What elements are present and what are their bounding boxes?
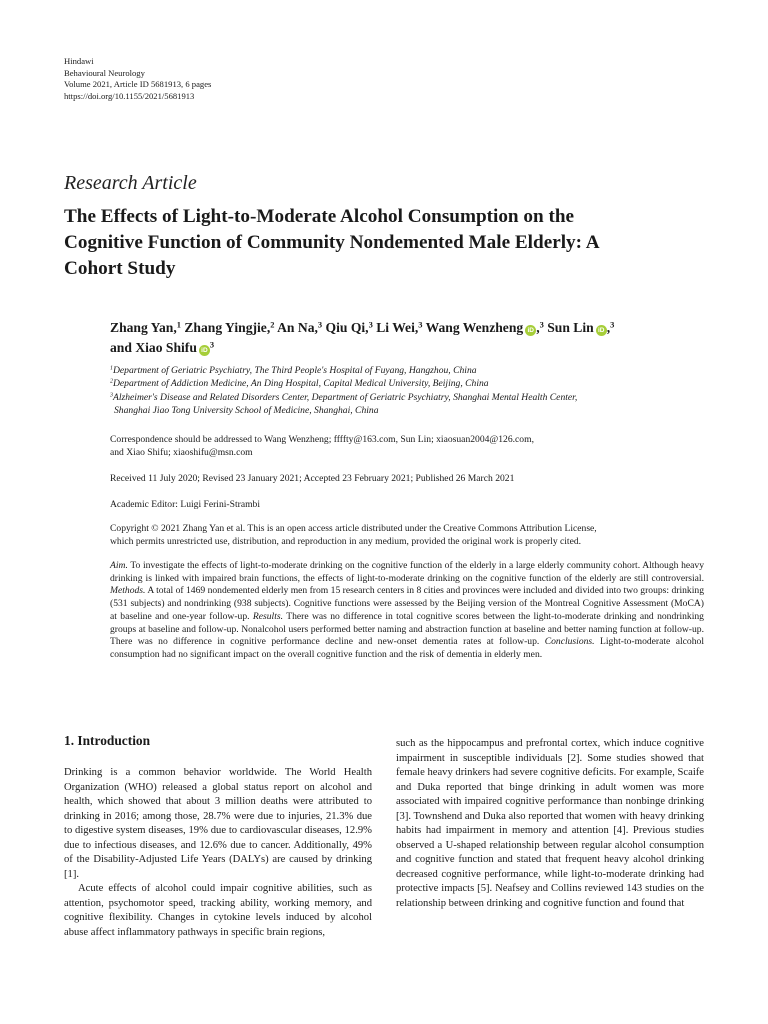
abstract-conclusions-label: Conclusions.: [544, 636, 595, 648]
paper-title: [64, 204, 704, 282]
body-paragraph: Drinking is a common behavior worldwide. The World Health Organization (WHO) released a global status report on alcohol and health, which showed that about 3 million deaths were attributed to drinking in 2016; among those, 28.7% were due to injuries, 21.3% due to digestive system diseases, 19% due to cardiovascular diseases, 12.9% due to infectious diseases, and 12.6% due to cancer. Additionally, 49% of the Disability-Adjusted Life Years (DALYs) are caused by drinking [1].: [64, 767, 372, 880]
author-name: Zhang Yan,: [110, 320, 177, 335]
affiliation-item: $^2$Department of Addiction Medicine, An Ding Hospital, Capital Medical University, Beijing, China: [110, 378, 489, 390]
abstract-results-text: There was no difference in total cognitive scores between the light-to-moderate drinking and nondrinking groups at baseline and follow-up. Nonalcohol users performed better naming and abstraction function at baseline and better naming function at follow-up. There was no difference in cognitive performance decline and new-onset dementia rates at follow-up.: [110, 610, 704, 648]
author-name: Li Wei,: [372, 320, 419, 335]
affiliation-item: $^1$Department of Geriatric Psychiatry, The Third People's Hospital of Fuyang, Hangzhou, China: [110, 365, 477, 376]
correspondence: Correspondence should be addressed to Wang Wenzheng; ffffty@163.com, Sun Lin; xiaosuan2004@126.com, and Xiao Shifu; xiaoshifu@msn.com: [110, 434, 534, 459]
volume-info: Volume 2021, Article ID 5681913, 6 pages: [64, 79, 212, 90]
article-type: Research Article: [64, 172, 197, 194]
abstract-aim-label: Aim.: [110, 560, 128, 571]
journal-name: Behavioural Neurology: [64, 67, 145, 78]
author-affiliation-number: 3: [418, 319, 423, 330]
author-separator: ,: [606, 320, 611, 335]
author-name: Zhang Yingjie,: [180, 320, 271, 335]
publisher-name: Hindawi: [64, 56, 94, 66]
author-affiliation-number: 3: [539, 319, 544, 330]
abstract: [110, 560, 704, 662]
title-line: Cohort Study: [64, 258, 176, 279]
author-name: Qiu Qi,: [322, 320, 369, 335]
body-paragraph: such as the hippocampus and prefrontal cortex, which induce cognitive impairment in susceptible individuals [2]. Some studies showed that female heavy drinkers had severe cognitive deficits. For example, Scaife and Duka reported that binge drinking in adult women was more associated with impaired cognitive performance than nonbinge drinking [3]. Townshend and Duka also reported that women with heavy drinking habits had impairment in memory and attention [4]. Previous studies observed a U-shaped relationship between regular alcohol consumption and cognitive function and stated that frequent heavy alcohol drinking decreased cognitive performance, while light-to-moderate drinking had protective impacts [5]. Neafsey and Collins reviewed 143 studies on the relationship between drinking and cognitive function and found that: [396, 738, 704, 909]
orcid-icon[interactable]: iD: [525, 325, 536, 336]
affiliation-list: [110, 364, 710, 418]
section-heading-introduction: 1. Introduction: [64, 733, 151, 748]
body-column-right: [396, 737, 704, 911]
abstract-methods-label: Methods.: [110, 585, 146, 597]
author-line: [110, 338, 710, 358]
body-column-left: [64, 766, 372, 940]
author-affiliation-number: 3: [209, 339, 215, 350]
affiliation-item: Shanghai Jiao Tong University School of Medicine, Shanghai, China: [114, 405, 379, 417]
title-line: The Effects of Light-to-Moderate Alcohol Consumption on the: [64, 206, 575, 227]
orcid-icon[interactable]: iD: [199, 345, 210, 356]
author-name: Wang Wenzheng: [422, 320, 524, 335]
author-line: [110, 318, 710, 338]
abstract-aim-text: To investigate the effects of light-to-moderate drinking on the cognitive function of the elderly in a large elderly community cohort. Although heavy drinking is linked with impaired brain functions, the effects of light-to-moderate drinking on the cognitive function of the elderly are still controversial.: [110, 560, 704, 584]
author-affiliation-number: 1: [176, 319, 181, 330]
orcid-icon[interactable]: iD: [596, 325, 607, 336]
author-name: An Na,: [274, 320, 318, 335]
author-name: Sun Lin: [543, 320, 594, 335]
author-list: [110, 318, 710, 358]
abstract-results-label: Results.: [252, 610, 284, 622]
publication-dates: Received 11 July 2020; Revised 23 January 2021; Accepted 23 February 2021; Published 26 March 2021: [110, 473, 515, 484]
copyright-notice: Copyright © 2021 Zhang Yan et al. This is an open access article distributed under the Creative Commons Attribution License, which permits unrestricted use, distribution, and reproduction in any medium, provided the original work is properly cited.: [110, 523, 597, 548]
author-affiliation-number: 3: [317, 319, 323, 330]
author-name: and Xiao Shifu: [110, 340, 197, 355]
affiliation-item: $^3$Alzheimer's Disease and Related Disorders Center, Department of Geriatric Psychiatry, Shanghai Mental Health Center,: [110, 391, 578, 403]
author-affiliation-number: 3: [368, 319, 373, 330]
abstract-conclusions-text: Light-to-moderate alcohol consumption had no significant impact on the overall cognitive function and the risk of dementia in elderly men.: [110, 636, 704, 660]
doi-link[interactable]: https://doi.org/10.1155/2021/5681913: [64, 90, 195, 101]
author-separator: ,: [536, 320, 540, 335]
academic-editor: Academic Editor: Luigi Ferini-Strambi: [110, 499, 261, 510]
journal-header: [64, 56, 211, 102]
body-paragraph: Acute effects of alcohol could impair cognitive abilities, such as attention, psychomotor speed, tracking ability, working memory, and cognitive flexibility. Changes in cytokine levels induced by alcohol abuse affect inflammatory pathways in specific brain regions,: [64, 883, 372, 938]
author-affiliation-number: 3: [610, 319, 615, 330]
title-line: Cognitive Function of Community Nondemented Male Elderly: A: [64, 232, 600, 253]
abstract-methods-text: A total of 1469 nondemented elderly men from 15 research centers in 8 cities and provinces were included and divided into two groups: drinking (531 subjects) and nondrinking (938 subjects). Cognitive functions were assessed by the Beijing version of the Montreal Cognitive Assessment (MoCA) at baseline and one-year follow-up.: [110, 585, 704, 622]
author-affiliation-number: 2: [270, 319, 275, 330]
